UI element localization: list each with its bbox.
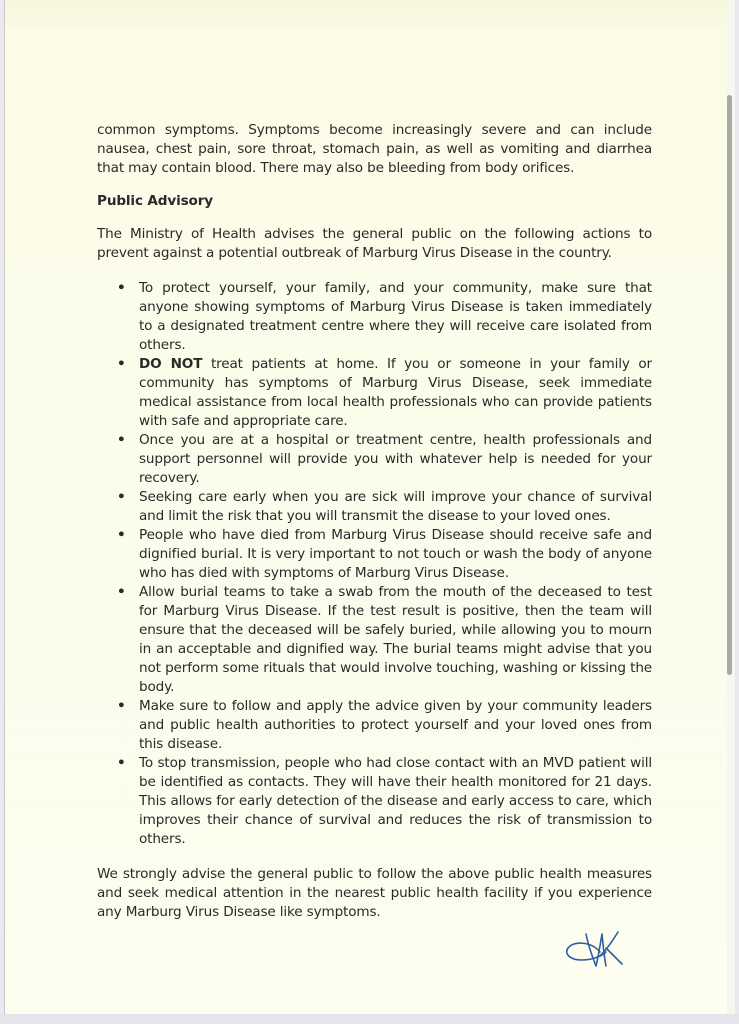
advisory-intro: The Ministry of Health advises the general public on the following actions to prevent against a potential outbreak of Marburg Virus Disease in the country.	[97, 226, 652, 261]
list-item	[117, 754, 652, 849]
list-item	[117, 697, 652, 754]
list-item	[117, 488, 652, 526]
list-item	[117, 431, 652, 488]
list-item-text: Seeking care early when you are sick will improve your chance of survival and limit the risk that you will transmit the disease to your loved ones.	[139, 489, 652, 524]
list-item-text: Allow burial teams to take a swab from the mouth of the deceased to test for Marburg Virus Disease. If the test result is positive, then the team will ensure that the deceased will be safely buried, while allowing you to mourn in an acceptable and dignified way. The burial teams might advise that you not perform some rituals that would involve touching, washing or kissing the body.	[139, 584, 652, 695]
list-item-text: Make sure to follow and apply the advice given by your community leaders and public health authorities to protect yourself and your loved ones from this disease.	[139, 698, 652, 752]
list-item-text: To protect yourself, your family, and your community, make sure that anyone showing symptoms of Marburg Virus Disease is taken immediately to a designated treatment centre where they will receive care isolated from others.	[139, 280, 652, 353]
list-item-text: treat patients at home. If you or someone in your family or community has symptoms of Marburg Virus Disease, seek immediate medical assistance from local health professionals who can provide patients with safe and appropriate care.	[139, 356, 652, 429]
list-item-text: Once you are at a hospital or treatment centre, health professionals and support personnel will provide you with whatever help is needed for your recovery.	[139, 432, 652, 486]
scrollbar-thumb[interactable]	[727, 95, 732, 675]
advisory-list	[97, 279, 652, 849]
closing-paragraph: We strongly advise the general public to follow the above public health measures and seek medical attention in the nearest public health facility if you experience any Marburg Virus Disease like symptoms.	[97, 866, 652, 920]
list-item	[117, 526, 652, 583]
signature-icon	[562, 930, 632, 970]
bullet-icon: •	[117, 755, 126, 771]
bullet-icon: •	[117, 432, 126, 448]
symptoms-paragraph: common symptoms. Symptoms become increasingly severe and can include nausea, chest pain, sore throat, stomach pain, as well as vomiting and diarrhea that may contain blood. There may also be bleeding from body orifices.	[97, 122, 652, 176]
bullet-icon: •	[117, 584, 126, 600]
list-item-text: To stop transmission, people who had close contact with an MVD patient will be identified as contacts. They will have their health monitored for 21 days. This allows for early detection of the disease and early access to care, which improves their chance of survival and reduces the risk of transmission to others.	[139, 755, 652, 847]
emphasis-text: DO NOT	[139, 356, 203, 372]
viewer-bottom-edge	[0, 1014, 739, 1024]
bullet-icon: •	[117, 280, 126, 296]
list-item-text: People who have died from Marburg Virus Disease should receive safe and dignified burial. It is very important to not touch or wash the body of anyone who has died with symptoms of Marburg Virus Disease.	[139, 527, 652, 581]
bullet-icon: •	[117, 527, 126, 543]
bullet-icon: •	[117, 356, 126, 372]
list-item	[117, 583, 652, 697]
bullet-icon: •	[117, 698, 126, 714]
section-heading: Public Advisory	[97, 193, 213, 209]
document-content	[97, 121, 652, 922]
list-item	[117, 355, 652, 431]
bullet-icon: •	[117, 489, 126, 505]
list-item	[117, 279, 652, 355]
